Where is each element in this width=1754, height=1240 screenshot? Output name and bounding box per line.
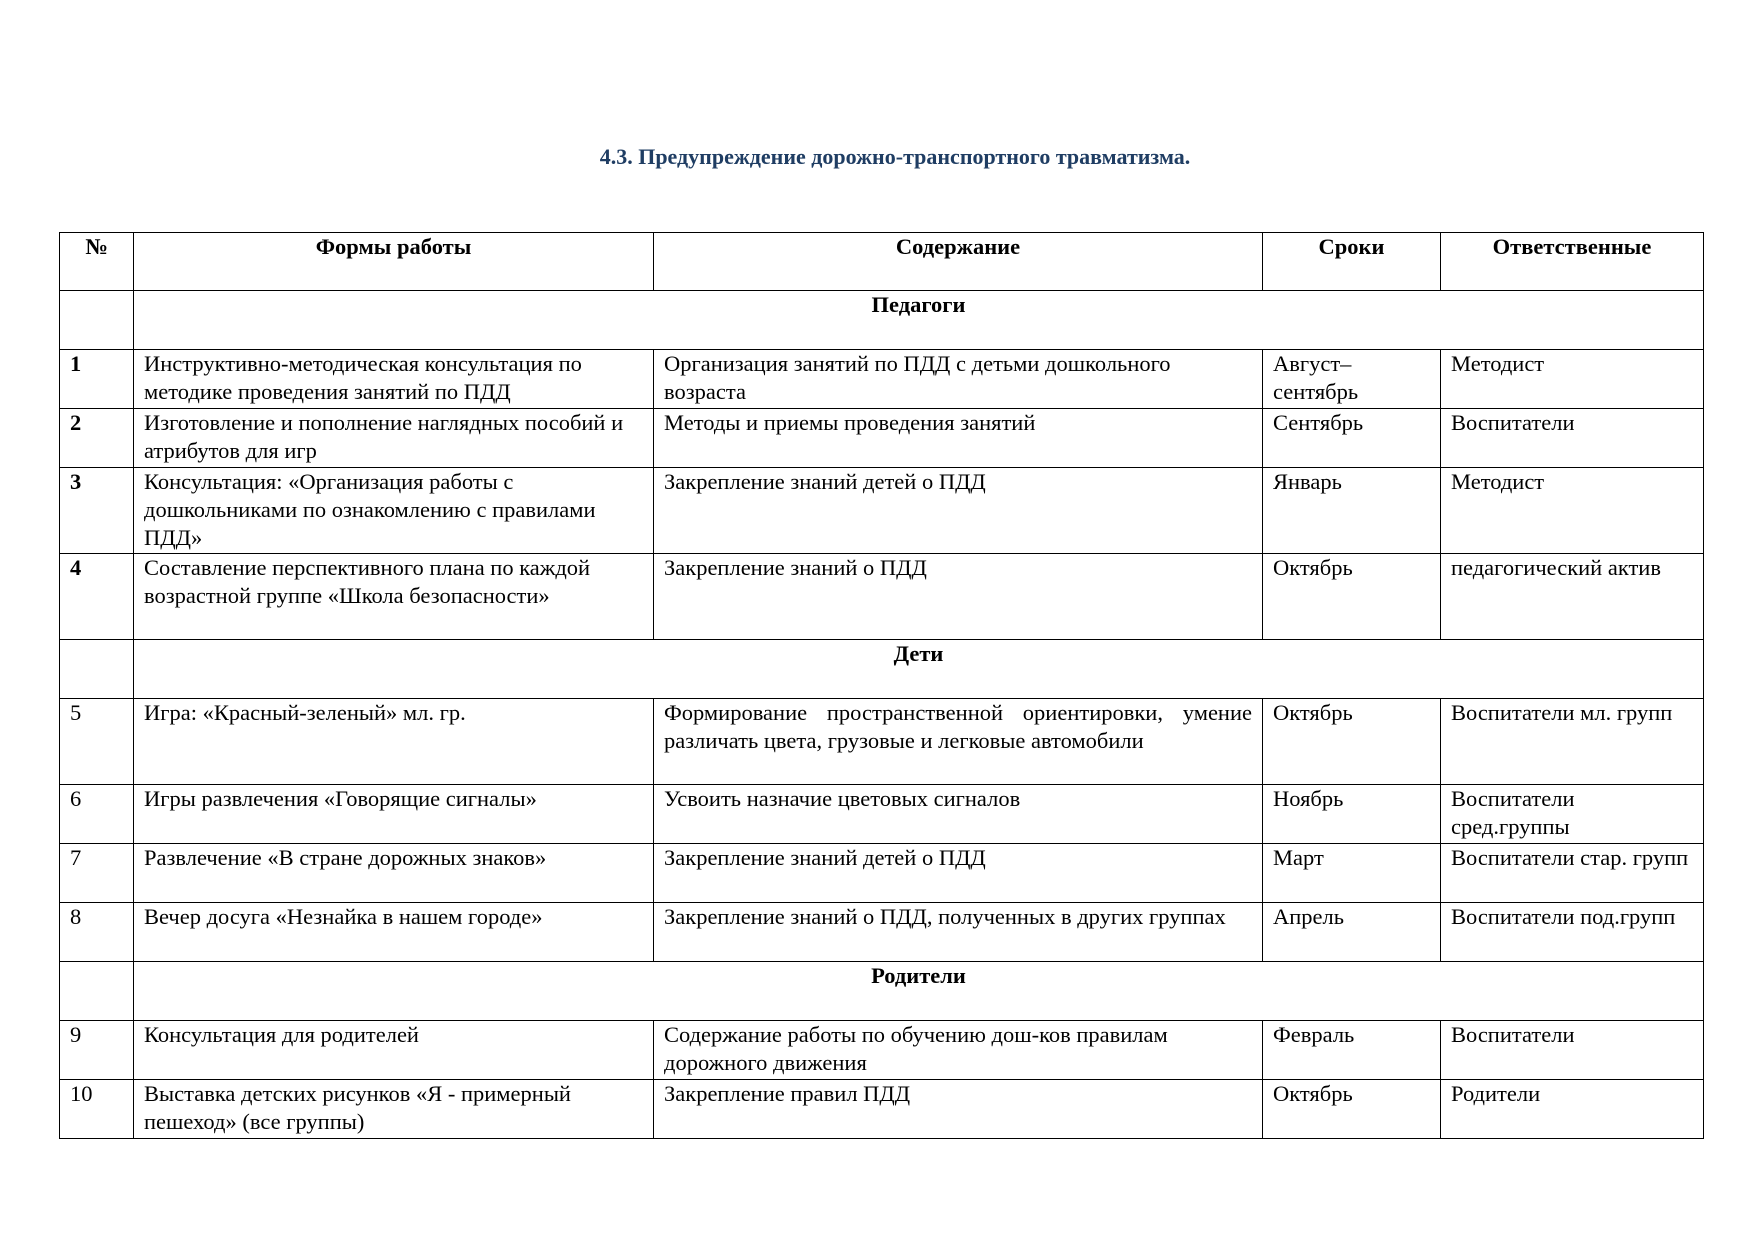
row-forms: Выставка детских рисунков «Я - примерный пешеход» (все группы) xyxy=(134,1080,654,1139)
table-header-row xyxy=(60,233,1704,291)
row-content: Организация занятий по ПДД с детьми дошкольного возраста xyxy=(654,350,1263,409)
row-content: Формирование пространственной ориентировки, умение различать цвета, грузовые и легковые автомобили xyxy=(654,699,1263,785)
table-row xyxy=(60,409,1704,468)
table-row xyxy=(60,1021,1704,1080)
row-content: Закрепление знаний детей о ПДД xyxy=(654,468,1263,554)
row-responsible: Воспитатели сред.группы xyxy=(1441,785,1704,844)
row-term: Март xyxy=(1263,844,1441,903)
section-num-cell xyxy=(60,640,134,699)
table-row xyxy=(60,785,1704,844)
row-content: Усвоить назначие цветовых сигналов xyxy=(654,785,1263,844)
row-responsible: педагогический актив xyxy=(1441,554,1704,640)
row-forms: Консультация: «Организация работы с дошкольниками по ознакомлению с правилами ПДД» xyxy=(134,468,654,554)
row-term: Ноябрь xyxy=(1263,785,1441,844)
row-term: Октябрь xyxy=(1263,699,1441,785)
row-term: Апрель xyxy=(1263,903,1441,962)
column-header-num: № xyxy=(60,233,134,291)
row-forms: Инструктивно-методическая консультация по методике проведения занятий по ПДД xyxy=(134,350,654,409)
row-responsible: Воспитатели стар. групп xyxy=(1441,844,1704,903)
row-num: 1 xyxy=(60,350,134,409)
section-label: Родители xyxy=(134,962,1704,1021)
row-content: Закрепление знаний о ПДД xyxy=(654,554,1263,640)
table-row xyxy=(60,554,1704,640)
row-term: Август–сентябрь xyxy=(1263,350,1441,409)
section-label: Дети xyxy=(134,640,1704,699)
row-content: Закрепление правил ПДД xyxy=(654,1080,1263,1139)
row-num: 6 xyxy=(60,785,134,844)
row-forms: Развлечение «В стране дорожных знаков» xyxy=(134,844,654,903)
section-row-teachers xyxy=(60,291,1704,350)
table-row xyxy=(60,350,1704,409)
table-row xyxy=(60,699,1704,785)
row-responsible: Методист xyxy=(1441,350,1704,409)
row-content: Методы и приемы проведения занятий xyxy=(654,409,1263,468)
row-num: 8 xyxy=(60,903,134,962)
column-header-content: Содержание xyxy=(654,233,1263,291)
row-forms: Игры развлечения «Говорящие сигналы» xyxy=(134,785,654,844)
row-responsible: Методист xyxy=(1441,468,1704,554)
row-content: Содержание работы по обучению дош-ков правилам дорожного движения xyxy=(654,1021,1263,1080)
row-term: Сентябрь xyxy=(1263,409,1441,468)
row-responsible: Воспитатели xyxy=(1441,1021,1704,1080)
row-forms: Консультация для родителей xyxy=(134,1021,654,1080)
row-num: 4 xyxy=(60,554,134,640)
column-header-term: Сроки xyxy=(1263,233,1441,291)
table-row xyxy=(60,1080,1704,1139)
plan-table xyxy=(59,232,1704,1139)
page-title: 4.3. Предупреждение дорожно-транспортного травматизма. xyxy=(599,144,1191,169)
table-row xyxy=(60,903,1704,962)
table-row xyxy=(60,844,1704,903)
row-term: Февраль xyxy=(1263,1021,1441,1080)
row-forms: Изготовление и пополнение наглядных пособий и атрибутов для игр xyxy=(134,409,654,468)
row-num: 3 xyxy=(60,468,134,554)
row-term: Октябрь xyxy=(1263,554,1441,640)
row-responsible: Воспитатели мл. групп xyxy=(1441,699,1704,785)
section-row-parents xyxy=(60,962,1704,1021)
row-term: Январь xyxy=(1263,468,1441,554)
row-num: 10 xyxy=(60,1080,134,1139)
section-row-children xyxy=(60,640,1704,699)
row-content: Закрепление знаний о ПДД, полученных в других группах xyxy=(654,903,1263,962)
row-forms: Игра: «Красный-зеленый» мл. гр. xyxy=(134,699,654,785)
section-num-cell xyxy=(60,291,134,350)
row-responsible: Воспитатели под.групп xyxy=(1441,903,1704,962)
table-row xyxy=(60,468,1704,554)
column-header-forms: Формы работы xyxy=(134,233,654,291)
row-forms: Вечер досуга «Незнайка в нашем городе» xyxy=(134,903,654,962)
row-content: Закрепление знаний детей о ПДД xyxy=(654,844,1263,903)
row-num: 5 xyxy=(60,699,134,785)
row-responsible: Воспитатели xyxy=(1441,409,1704,468)
section-label: Педагоги xyxy=(134,291,1704,350)
section-num-cell xyxy=(60,962,134,1021)
row-num: 2 xyxy=(60,409,134,468)
row-num: 9 xyxy=(60,1021,134,1080)
row-term: Октябрь xyxy=(1263,1080,1441,1139)
row-responsible: Родители xyxy=(1441,1080,1704,1139)
row-num: 7 xyxy=(60,844,134,903)
row-forms: Составление перспективного плана по каждой возрастной группе «Школа безопасности» xyxy=(134,554,654,640)
column-header-responsible: Ответственные xyxy=(1441,233,1704,291)
